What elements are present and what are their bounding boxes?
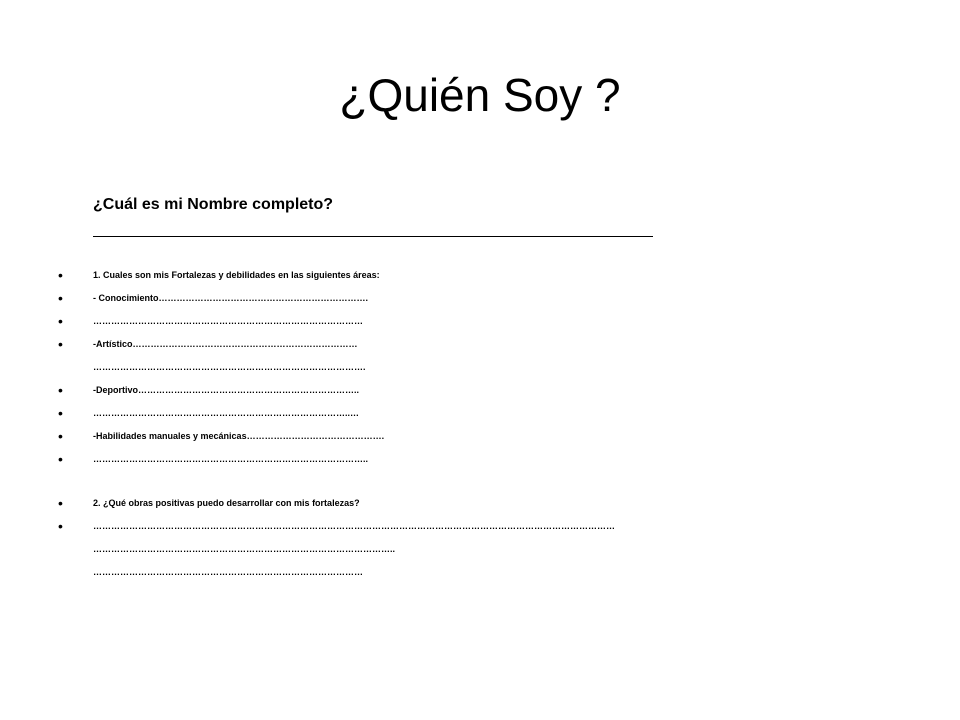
list-item-text: -Artístico………………………………………………………………… bbox=[93, 339, 358, 349]
list-item-text: -Habilidades manuales y mecánicas………………………………………. bbox=[93, 431, 385, 441]
list-item bbox=[0, 333, 960, 379]
list-item bbox=[0, 310, 960, 333]
list-item-text: …………………………………………………………………………..… bbox=[93, 408, 360, 418]
list-item-text: ………………………………………………………………………………. bbox=[93, 362, 366, 372]
list-item-text: ……………………………………………………………………………………….. bbox=[93, 544, 396, 554]
list-item-text: -Deportivo……………………………………………………………….. bbox=[93, 385, 360, 395]
bullet-icon: • bbox=[58, 267, 63, 283]
list-item bbox=[0, 492, 960, 515]
list-item bbox=[0, 402, 960, 425]
list-item bbox=[0, 287, 960, 310]
list-item-text: ………………………………………………………………………………………………………………………………………………………… bbox=[93, 521, 615, 531]
list-item bbox=[0, 264, 960, 287]
bullet-icon: • bbox=[58, 290, 63, 306]
list-item-text: 2. ¿Qué obras positivas puedo desarrollar con mis fortalezas? bbox=[93, 498, 360, 508]
list-item bbox=[0, 448, 960, 471]
list-item-text: ……………………………………………………………………………….. bbox=[93, 454, 369, 464]
list-item-text: ……………………………………………………………………………… bbox=[93, 567, 363, 577]
bullet-icon: • bbox=[58, 451, 63, 467]
name-answer-line bbox=[93, 236, 653, 237]
list-item bbox=[0, 515, 960, 584]
list-item bbox=[0, 379, 960, 402]
list-item-text: - Conocimiento……………………………………………………………. bbox=[93, 293, 368, 303]
name-question: ¿Cuál es mi Nombre completo? bbox=[93, 196, 334, 213]
bullet-icon: • bbox=[58, 428, 63, 444]
bullet-icon: • bbox=[58, 313, 63, 329]
list-item bbox=[0, 425, 960, 448]
bullet-icon: • bbox=[58, 495, 63, 511]
list-item-text: ……………………………………………………………………………… bbox=[93, 316, 363, 326]
question-list bbox=[0, 264, 960, 584]
page-title: ¿Quién Soy ? bbox=[339, 69, 621, 121]
list-item-text: 1. Cuales son mis Fortalezas y debilidades en las siguientes áreas: bbox=[93, 270, 380, 280]
bullet-icon: • bbox=[58, 518, 63, 534]
bullet-icon: • bbox=[58, 405, 63, 421]
bullet-icon: • bbox=[58, 382, 63, 398]
bullet-icon: • bbox=[58, 336, 63, 352]
